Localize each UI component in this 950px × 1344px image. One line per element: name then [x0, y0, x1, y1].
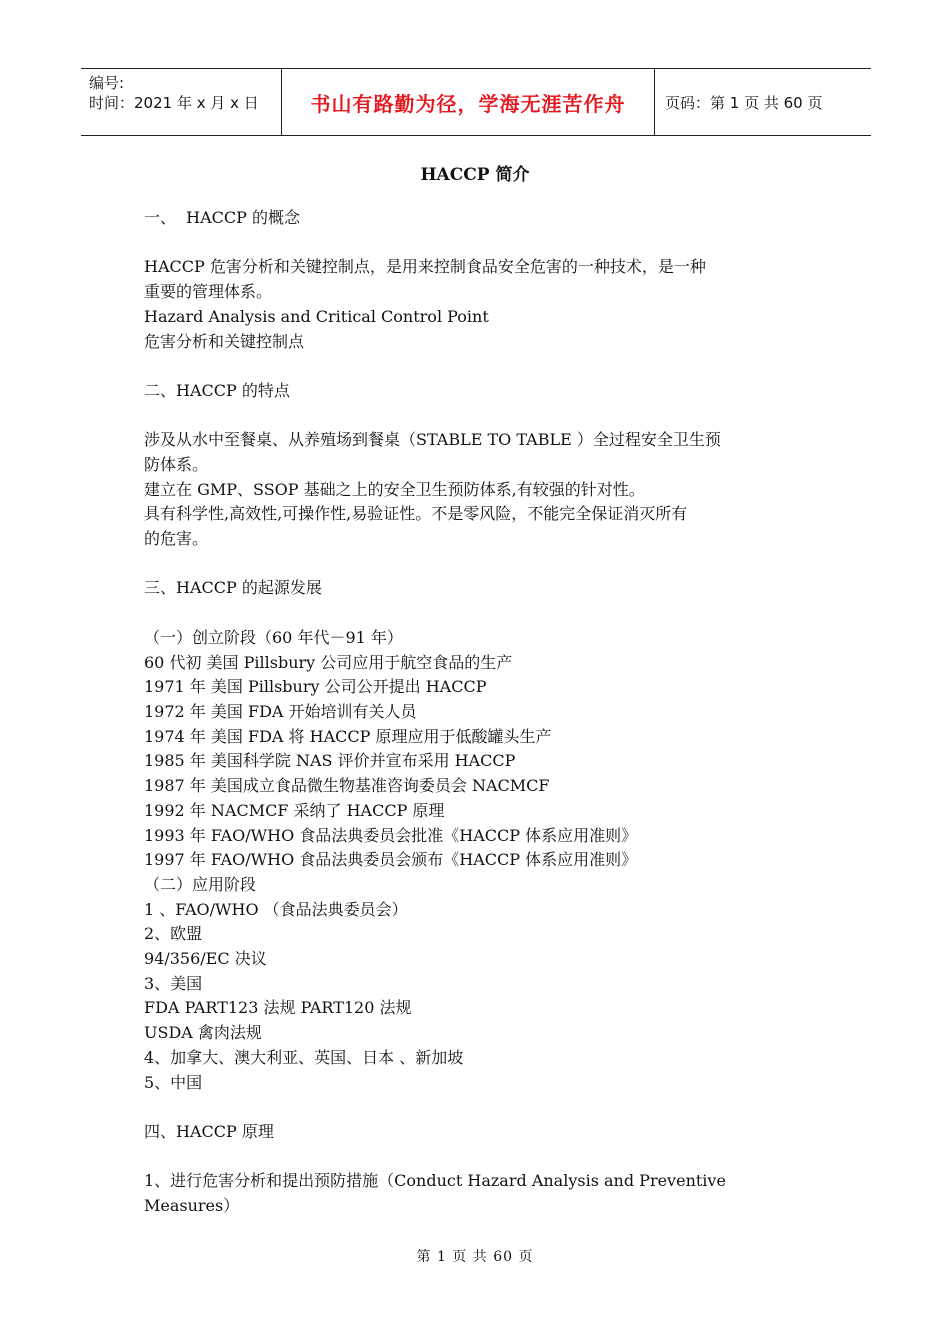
body-line: Hazard Analysis and Critical Control Point	[144, 306, 489, 326]
body-line: 1992 年 NACMCF 采纳了 HACCP 原理	[144, 800, 445, 820]
document-body	[144, 206, 824, 1219]
header-meta	[81, 69, 282, 135]
motto: 书山有路勤为径，学海无涯苦作舟	[310, 91, 626, 116]
body-line: 具有科学性,高效性,可操作性,易验证性。不是零风险，不能完全保证消灭所有	[144, 504, 688, 524]
spacer	[144, 354, 824, 379]
body-line: 的危害。	[144, 529, 209, 549]
date-label: 时间：2021 年 x 月 x 日	[89, 94, 259, 112]
body-line: 涉及从水中至餐桌、从养殖场到餐桌（STABLE TO TABLE ）全过程安全卫生预	[144, 430, 721, 450]
document-title: HACCP 简介	[420, 165, 530, 185]
body-line: 防体系。	[144, 454, 209, 474]
spacer	[144, 601, 824, 626]
spacer	[144, 404, 824, 429]
section-heading: 二、HACCP 的特点	[144, 380, 290, 400]
spacer	[144, 231, 824, 256]
body-line: 94/356/EC 决议	[144, 949, 267, 969]
header-page-info	[655, 69, 871, 135]
spacer	[144, 1145, 824, 1170]
section-heading: 四、HACCP 原理	[144, 1121, 274, 1141]
number-label: 编号:	[89, 74, 125, 92]
spacer	[144, 1095, 824, 1120]
body-line: 重要的管理体系。	[144, 282, 273, 302]
page-info: 页码：第 1 页 共 60 页	[665, 93, 823, 112]
body-line: Measures）	[144, 1196, 240, 1216]
body-line: HACCP 危害分析和关键控制点，是用来控制食品安全危害的一种技术，是一种	[144, 257, 706, 277]
body-line: 1、进行危害分析和提出预防措施（Conduct Hazard Analysis and Preventive	[144, 1171, 726, 1191]
body-line: 1985 年 美国科学院 NAS 评价并宣布采用 HACCP	[144, 751, 516, 771]
body-line: 60 代初 美国 Pillsbury 公司应用于航空食品的生产	[144, 652, 513, 672]
page-header	[81, 68, 871, 136]
body-line: 1987 年 美国成立食品微生物基准咨询委员会 NACMCF	[144, 776, 550, 796]
body-line: 1974 年 美国 FDA 将 HACCP 原理应用于低酸罐头生产	[144, 726, 552, 746]
body-line: 1971 年 美国 Pillsbury 公司公开提出 HACCP	[144, 677, 487, 697]
page-footer: 第 1 页 共 60 页	[416, 1249, 534, 1265]
body-line: 4、加拿大、澳大利亚、英国、日本 、新加坡	[144, 1047, 464, 1067]
body-line: （二）应用阶段	[144, 874, 257, 894]
body-line: 1 、FAO/WHO （食品法典委员会）	[144, 899, 408, 919]
body-line: （一）创立阶段（60 年代－91 年）	[144, 627, 403, 647]
body-line: 3、美国	[144, 973, 203, 993]
body-line: 1997 年 FAO/WHO 食品法典委员会颁布《HACCP 体系应用准则》	[144, 850, 638, 870]
body-line: 1993 年 FAO/WHO 食品法典委员会批准《HACCP 体系应用准则》	[144, 825, 638, 845]
spacer	[144, 552, 824, 577]
body-line: USDA 禽肉法规	[144, 1023, 262, 1043]
body-line: 2、欧盟	[144, 924, 203, 944]
body-line: FDA PART123 法规 PART120 法规	[144, 998, 412, 1018]
body-line: 危害分析和关键控制点	[144, 331, 305, 351]
section-heading: 三、HACCP 的起源发展	[144, 578, 322, 598]
section-heading: 一、 HACCP 的概念	[144, 208, 301, 227]
body-line: 建立在 GMP、SSOP 基础之上的安全卫生预防体系,有较强的针对性。	[144, 479, 645, 499]
header-motto-cell	[282, 69, 655, 135]
body-line: 1972 年 美国 FDA 开始培训有关人员	[144, 701, 417, 721]
body-line: 5、中国	[144, 1072, 203, 1092]
